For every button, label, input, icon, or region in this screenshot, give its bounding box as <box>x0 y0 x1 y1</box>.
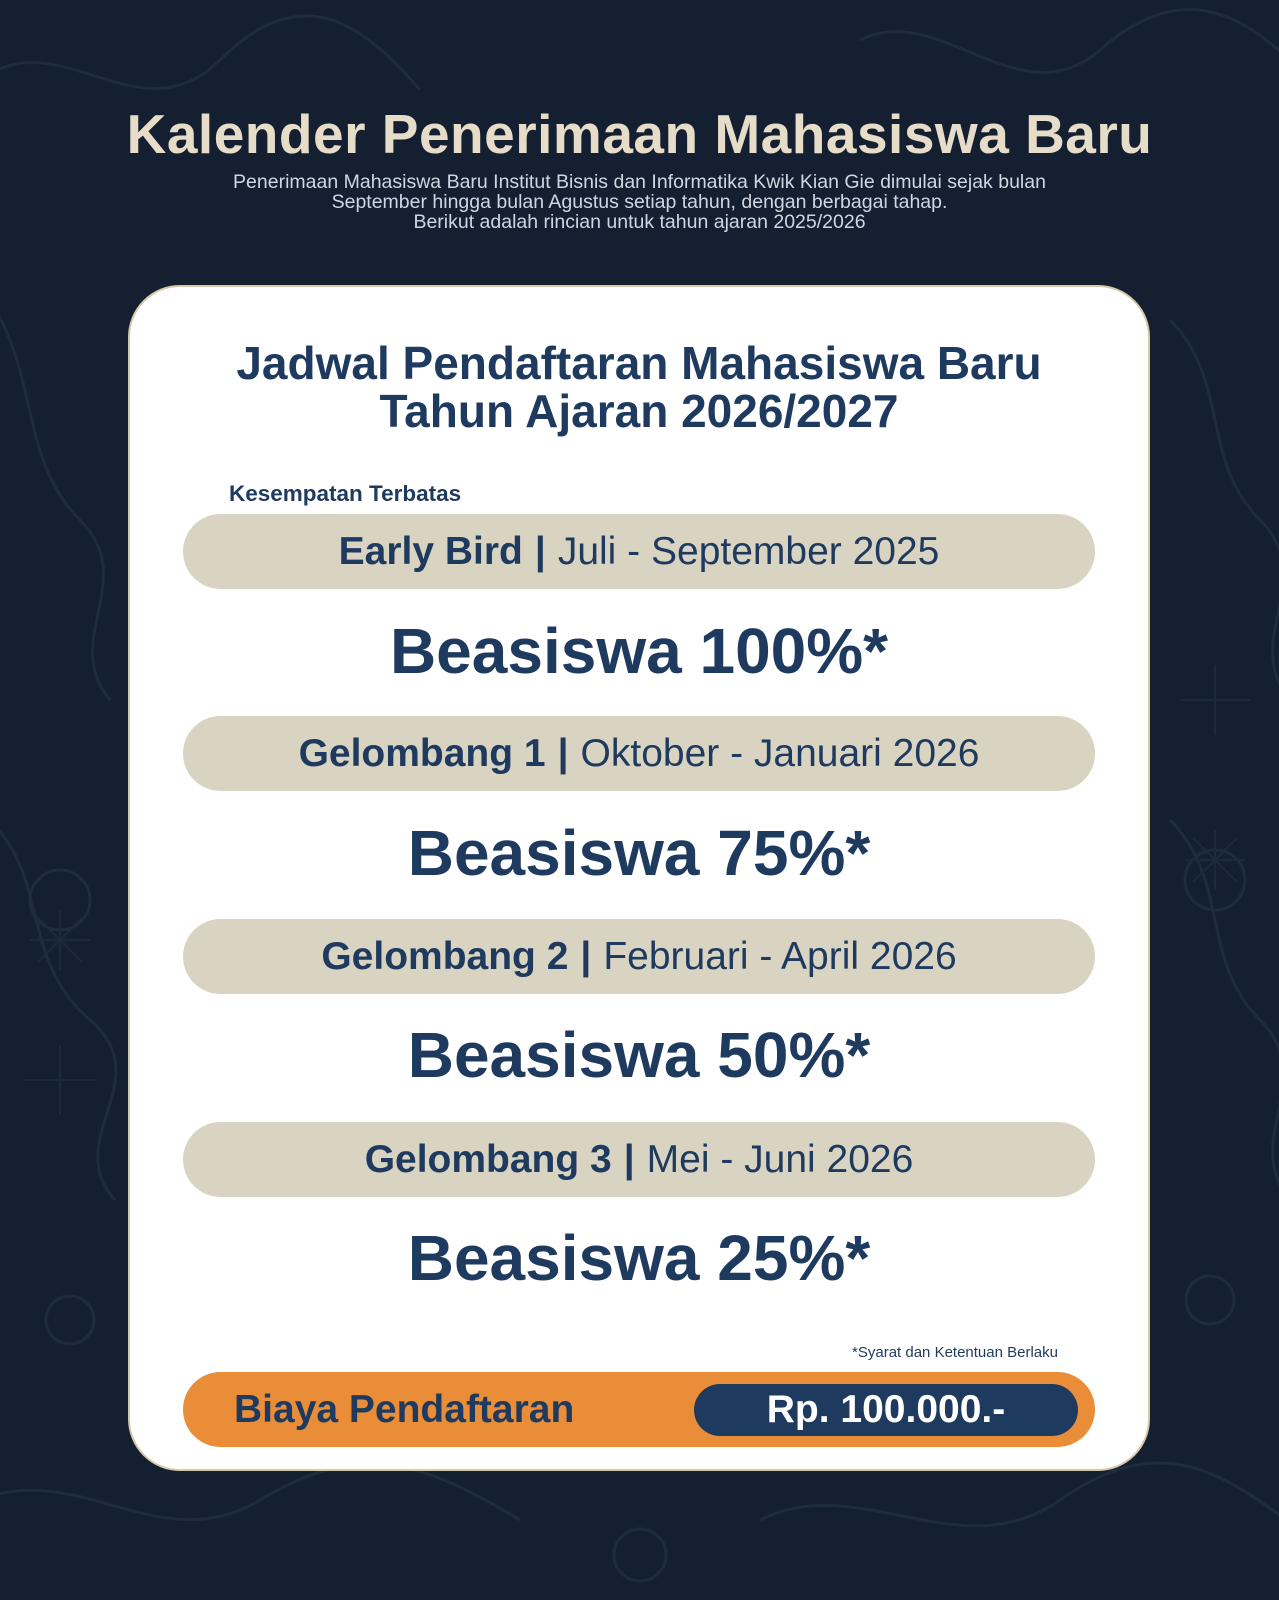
card-title-line: Jadwal Pendaftaran Mahasiswa Baru <box>236 337 1042 389</box>
scholarship-early-bird: Beasiswa 100%* <box>389 615 889 687</box>
wave-period: Juli - September 2025 <box>557 529 940 573</box>
card-title <box>130 339 1148 435</box>
wave-gelombang-2 <box>183 919 1095 994</box>
wave-name: Gelombang 3 <box>364 1137 612 1181</box>
wave-name: Early Bird <box>338 529 523 573</box>
page-title: Kalender Penerimaan Mahasiswa Baru <box>126 103 1153 165</box>
wave-name: Gelombang 2 <box>321 934 569 978</box>
subtitle-line: Penerimaan Mahasiswa Baru Institut Bisnis dan Informatika Kwik Kian Gie dimulai sejak bulan <box>233 171 1046 193</box>
wave-period: Oktober - Januari 2026 <box>580 731 980 775</box>
subtitle-line: September hingga bulan Agustus setiap tahun, dengan berbagai tahap. <box>331 191 948 213</box>
wave-name: Gelombang 1 <box>298 731 546 775</box>
registration-fee-bar <box>183 1372 1095 1447</box>
wave-separator: | <box>557 731 569 775</box>
schedule-card <box>128 285 1150 1471</box>
wave-gelombang-3 <box>183 1122 1095 1197</box>
scholarship-gelombang-3: Beasiswa 25%* <box>407 1222 871 1294</box>
page-subtitle <box>140 172 1139 232</box>
limited-opportunity-label: Kesempatan Terbatas <box>229 481 462 506</box>
wave-period: Februari - April 2026 <box>603 934 957 978</box>
card-title-line: Tahun Ajaran 2026/2027 <box>379 385 899 437</box>
wave-early-bird <box>183 514 1095 589</box>
scholarship-gelombang-2: Beasiswa 50%* <box>407 1019 871 1091</box>
scholarship-gelombang-1: Beasiswa 75%* <box>407 817 871 889</box>
subtitle-line: Berikut adalah rincian untuk tahun ajaran 2025/2026 <box>413 211 866 233</box>
fee-amount: Rp. 100.000.- <box>694 1384 1078 1436</box>
wave-separator: | <box>580 934 592 978</box>
wave-separator: | <box>623 1137 635 1181</box>
wave-period: Mei - Juni 2026 <box>646 1137 914 1181</box>
fee-label: Biaya Pendaftaran <box>234 1388 575 1431</box>
terms-note: *Syarat dan Ketentuan Berlaku <box>852 1344 1058 1361</box>
wave-separator: | <box>534 529 546 573</box>
wave-gelombang-1 <box>183 716 1095 791</box>
